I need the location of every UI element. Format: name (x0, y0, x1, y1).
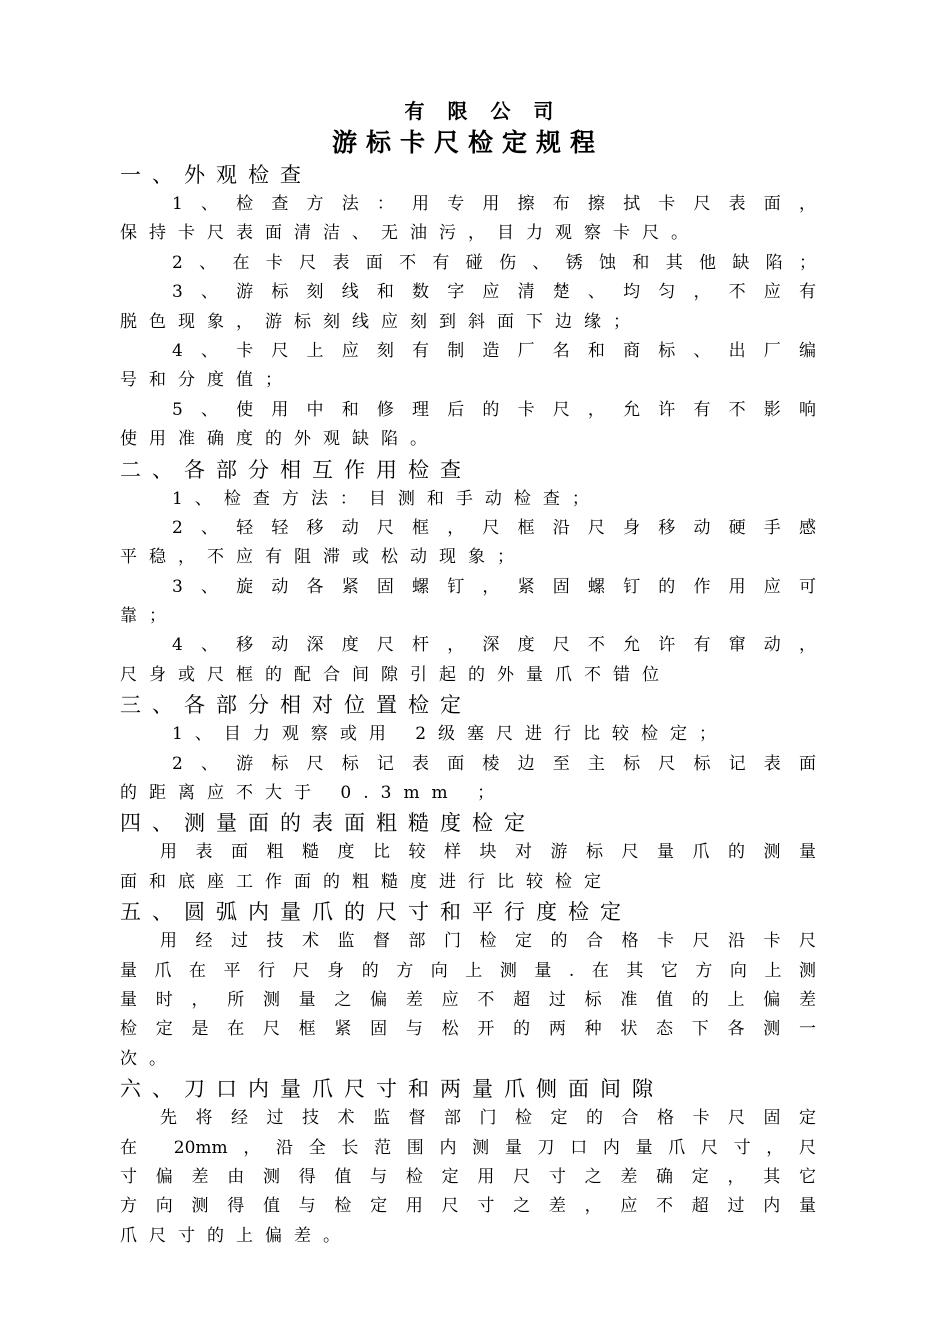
paragraph-line: 的距离应不大于 0.3mm ； (120, 783, 507, 804)
paragraph-line: 2、轻轻移动尺框，尺框沿尺身移动硬手感 (172, 517, 816, 538)
document-body (120, 160, 816, 1251)
section-heading: 一、外观检查 (120, 163, 312, 187)
paragraph-line: 尺身或尺框的配合间隙引起的外量爪不错位 (120, 664, 671, 685)
paragraph-line: 先将经过技术监督部门检定的合格卡尺固定 (160, 1108, 816, 1129)
paragraph-line: 1、目力观察或用 2级塞尺进行比较检定； (172, 724, 729, 745)
document-title: 游标卡尺检定规程 (331, 128, 604, 157)
section-heading: 六、刀口内量爪尺寸和两量爪侧面间隙 (120, 1077, 664, 1102)
paragraph-line: 平稳，不应有阻滞或松动现象； (120, 547, 526, 568)
paragraph-line: 方向测得值与检定用尺寸之差，应不超过内量 (120, 1196, 816, 1217)
paragraph-line: 2、游标尺标记表面棱边至主标尺标记表面 (172, 753, 816, 774)
section (120, 1074, 816, 1251)
paragraph-line: 用经过技术监督部门检定的合格卡尺沿卡尺 (160, 931, 816, 952)
paragraph-line: 3、旋动各紧固螺钉，紧固螺钉的作用应可 (172, 576, 816, 597)
paragraph-line: 1、检查方法：用专用擦布擦拭卡尺表面， (172, 194, 816, 214)
section-heading: 三、各部分相对位置检定 (120, 693, 472, 718)
paragraph-line: 使用准确度的外观缺陷。 (120, 429, 439, 450)
section-heading: 四、测量面的表面粗糙度检定 (120, 811, 536, 836)
section (120, 455, 816, 691)
paragraph-line: 4、移动深度尺杆，深度尺不允许有窜动， (172, 635, 816, 656)
paragraph-line: 2、在卡尺表面不有碰伤、锈蚀和其他缺陷； (172, 252, 816, 273)
paragraph-line: 寸偏差由测得值与检定用尺寸之差确定，其它 (120, 1166, 816, 1187)
paragraph-line: 靠； (120, 606, 178, 627)
paragraph-line: 面和底座工作面的粗糙度进行比较检定 (120, 871, 613, 892)
section (120, 160, 816, 455)
section (120, 690, 816, 808)
company-name: 有 限 公 司 (404, 99, 562, 123)
paragraph-line: 量时，所测量之偏差应不超过标准值的上偏差 (120, 989, 816, 1010)
paragraph-line: 检定是在尺框紧固与松开的两种状态下各测一 (120, 1019, 816, 1040)
section-heading: 二、各部分相互作用检查 (120, 457, 472, 482)
paragraph-line: 用表面粗糙度比较样块对游标尺量爪的测量 (160, 842, 816, 863)
document-page (120, 96, 816, 1251)
section (120, 808, 816, 897)
paragraph-line: 在 20mm，沿全长范围内测量刀口内量爪尺寸，尺 (120, 1137, 816, 1158)
paragraph-line: 保持卡尺表面清洁、无油污，目力观察卡尺。 (120, 223, 700, 244)
paragraph-line: 3、游标刻线和数字应清楚、均匀，不应有 (172, 282, 816, 303)
paragraph-line: 5、使用中和修理后的卡尺，允许有不影响 (172, 399, 816, 420)
section (120, 897, 816, 1074)
paragraph-line: 次。 (120, 1048, 178, 1069)
paragraph-line: 1、检查方法：目测和手动检查； (172, 488, 601, 509)
paragraph-line: 4、卡尺上应刻有制造厂名和商标、出厂编 (172, 340, 816, 361)
paragraph-line: 量爪在平行尺身的方向上测量.在其它方向上测 (120, 960, 816, 981)
paragraph-line: 号和分度值； (120, 370, 294, 391)
paragraph-line: 爪尺寸的上偏差。 (120, 1225, 352, 1246)
section-heading: 五、圆弧内量爪的尺寸和平行度检定 (120, 900, 632, 925)
paragraph-line: 脱色现象，游标刻线应刻到斜面下边缘； (120, 311, 642, 332)
